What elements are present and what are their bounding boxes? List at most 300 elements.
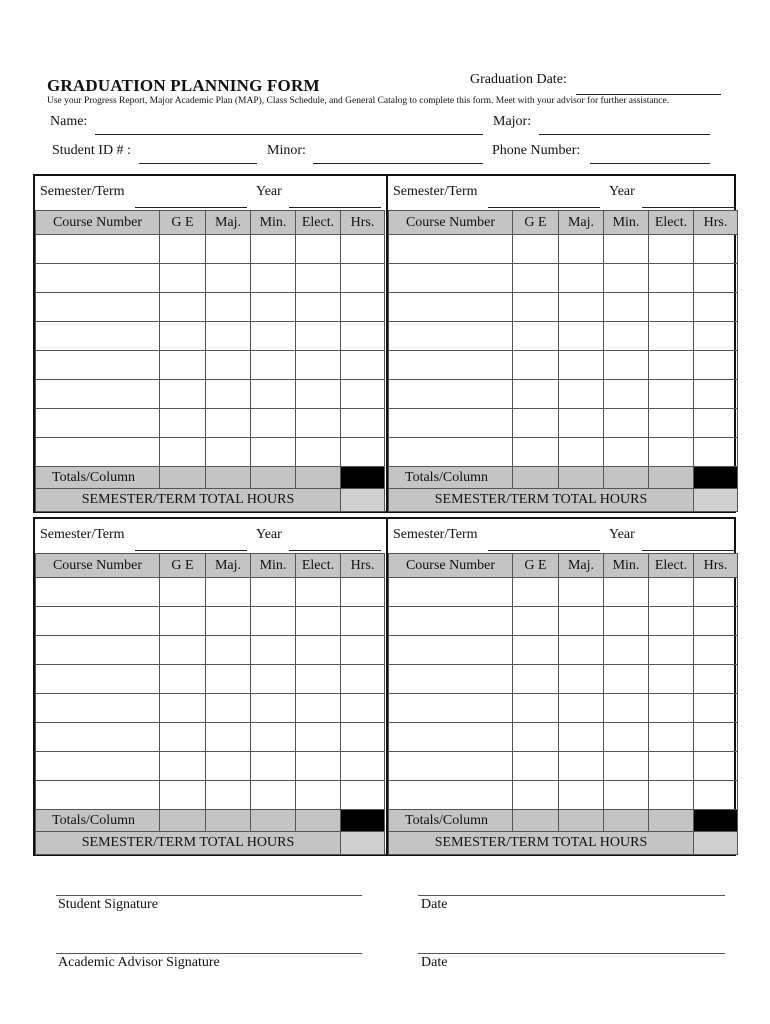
semester-total-row bbox=[36, 489, 385, 512]
course-cell[interactable] bbox=[513, 694, 559, 723]
column-header: Elect. bbox=[649, 554, 694, 578]
course-cell[interactable] bbox=[36, 665, 160, 694]
semester-header bbox=[35, 519, 386, 553]
course-cell[interactable] bbox=[389, 409, 513, 438]
totals-label: Totals/Column bbox=[389, 810, 513, 832]
course-cell[interactable] bbox=[296, 636, 341, 665]
totals-cell[interactable] bbox=[513, 467, 559, 489]
course-cell[interactable] bbox=[251, 578, 296, 607]
course-cell[interactable] bbox=[296, 578, 341, 607]
course-cell[interactable] bbox=[559, 723, 604, 752]
course-cell[interactable] bbox=[649, 293, 694, 322]
advisor-signature-line[interactable] bbox=[56, 953, 362, 954]
course-row bbox=[389, 438, 738, 467]
course-cell[interactable] bbox=[389, 380, 513, 409]
year-field[interactable] bbox=[642, 550, 734, 551]
totals-cell[interactable] bbox=[604, 467, 649, 489]
course-cell[interactable] bbox=[36, 752, 160, 781]
graduation-date-field[interactable] bbox=[576, 94, 721, 95]
course-cell[interactable] bbox=[513, 235, 559, 264]
course-cell[interactable] bbox=[649, 723, 694, 752]
course-cell[interactable] bbox=[36, 322, 160, 351]
course-cell[interactable] bbox=[341, 607, 385, 636]
course-cell[interactable] bbox=[251, 351, 296, 380]
course-cell[interactable] bbox=[160, 380, 206, 409]
course-cell[interactable] bbox=[513, 380, 559, 409]
course-cell[interactable] bbox=[296, 351, 341, 380]
totals-cell[interactable] bbox=[513, 810, 559, 832]
course-cell[interactable] bbox=[160, 694, 206, 723]
column-header: G E bbox=[513, 554, 559, 578]
course-cell[interactable] bbox=[559, 322, 604, 351]
column-header: G E bbox=[160, 211, 206, 235]
course-row bbox=[36, 264, 385, 293]
course-cell[interactable] bbox=[604, 293, 649, 322]
totals-cell[interactable] bbox=[649, 467, 694, 489]
column-header: Maj. bbox=[559, 211, 604, 235]
course-row bbox=[389, 636, 738, 665]
course-cell[interactable] bbox=[251, 636, 296, 665]
course-cell[interactable] bbox=[559, 235, 604, 264]
course-cell[interactable] bbox=[251, 380, 296, 409]
course-cell[interactable] bbox=[296, 723, 341, 752]
course-cell[interactable] bbox=[206, 322, 251, 351]
course-cell[interactable] bbox=[649, 694, 694, 723]
course-cell[interactable] bbox=[649, 438, 694, 467]
course-cell[interactable] bbox=[341, 694, 385, 723]
course-cell[interactable] bbox=[206, 723, 251, 752]
semester-term-label: Semester/Term bbox=[40, 184, 125, 199]
course-cell[interactable] bbox=[604, 351, 649, 380]
course-cell[interactable] bbox=[389, 293, 513, 322]
course-row bbox=[36, 235, 385, 264]
course-cell[interactable] bbox=[559, 636, 604, 665]
course-row bbox=[36, 694, 385, 723]
year-field[interactable] bbox=[289, 207, 381, 208]
term-panel-3 bbox=[35, 519, 386, 854]
semester-term-field[interactable] bbox=[488, 550, 600, 551]
course-cell[interactable] bbox=[160, 781, 206, 810]
course-cell[interactable] bbox=[160, 578, 206, 607]
course-cell[interactable] bbox=[389, 607, 513, 636]
course-cell[interactable] bbox=[296, 409, 341, 438]
year-label: Year bbox=[256, 527, 282, 542]
course-cell[interactable] bbox=[36, 351, 160, 380]
course-cell[interactable] bbox=[513, 351, 559, 380]
course-cell[interactable] bbox=[694, 322, 738, 351]
course-cell[interactable] bbox=[513, 781, 559, 810]
course-cell[interactable] bbox=[341, 380, 385, 409]
course-cell[interactable] bbox=[389, 322, 513, 351]
phone-field[interactable] bbox=[590, 163, 710, 164]
course-cell[interactable] bbox=[649, 380, 694, 409]
course-cell[interactable] bbox=[604, 752, 649, 781]
course-cell[interactable] bbox=[604, 665, 649, 694]
course-cell[interactable] bbox=[251, 781, 296, 810]
column-header: Hrs. bbox=[694, 554, 738, 578]
course-cell[interactable] bbox=[36, 264, 160, 293]
course-cell[interactable] bbox=[251, 607, 296, 636]
advisor-signature-date-line[interactable] bbox=[418, 953, 725, 954]
column-header-row bbox=[389, 554, 738, 578]
course-cell[interactable] bbox=[694, 438, 738, 467]
semester-term-field[interactable] bbox=[135, 207, 247, 208]
course-cell[interactable] bbox=[251, 694, 296, 723]
column-header: Course Number bbox=[36, 554, 160, 578]
course-cell[interactable] bbox=[604, 380, 649, 409]
course-cell[interactable] bbox=[694, 409, 738, 438]
course-cell[interactable] bbox=[296, 694, 341, 723]
course-cell[interactable] bbox=[341, 665, 385, 694]
course-cell[interactable] bbox=[160, 235, 206, 264]
column-header: Hrs. bbox=[341, 554, 385, 578]
course-cell[interactable] bbox=[389, 781, 513, 810]
course-cell[interactable] bbox=[206, 380, 251, 409]
course-cell[interactable] bbox=[649, 752, 694, 781]
course-row bbox=[389, 578, 738, 607]
totals-cell[interactable] bbox=[649, 810, 694, 832]
course-cell[interactable] bbox=[559, 781, 604, 810]
term-block-2 bbox=[33, 517, 736, 856]
course-cell[interactable] bbox=[36, 723, 160, 752]
course-cell[interactable] bbox=[694, 351, 738, 380]
student-signature-date-line[interactable] bbox=[418, 895, 725, 896]
course-cell[interactable] bbox=[251, 409, 296, 438]
course-cell[interactable] bbox=[513, 322, 559, 351]
course-cell[interactable] bbox=[160, 293, 206, 322]
course-cell[interactable] bbox=[694, 636, 738, 665]
semester-total-label: SEMESTER/TERM TOTAL HOURS bbox=[389, 832, 694, 855]
course-cell[interactable] bbox=[604, 636, 649, 665]
course-cell[interactable] bbox=[559, 409, 604, 438]
course-table bbox=[388, 553, 738, 855]
course-cell[interactable] bbox=[694, 607, 738, 636]
course-row bbox=[389, 351, 738, 380]
course-cell[interactable] bbox=[251, 438, 296, 467]
totals-blackout-cell bbox=[341, 467, 385, 489]
course-cell[interactable] bbox=[206, 665, 251, 694]
course-cell[interactable] bbox=[513, 264, 559, 293]
course-cell[interactable] bbox=[36, 607, 160, 636]
course-row bbox=[389, 781, 738, 810]
course-cell[interactable] bbox=[341, 723, 385, 752]
course-cell[interactable] bbox=[559, 351, 604, 380]
course-cell[interactable] bbox=[251, 665, 296, 694]
course-cell[interactable] bbox=[296, 438, 341, 467]
graduation-date-label: Graduation Date: bbox=[470, 72, 567, 87]
totals-cell[interactable] bbox=[296, 467, 341, 489]
course-cell[interactable] bbox=[604, 781, 649, 810]
course-cell[interactable] bbox=[206, 235, 251, 264]
student-signature-date-label: Date bbox=[421, 897, 448, 912]
course-cell[interactable] bbox=[160, 723, 206, 752]
course-cell[interactable] bbox=[206, 351, 251, 380]
column-header: Elect. bbox=[296, 211, 341, 235]
course-cell[interactable] bbox=[206, 264, 251, 293]
course-cell[interactable] bbox=[389, 235, 513, 264]
column-header: G E bbox=[513, 211, 559, 235]
course-cell[interactable] bbox=[206, 607, 251, 636]
course-row bbox=[36, 293, 385, 322]
course-cell[interactable] bbox=[513, 723, 559, 752]
course-cell[interactable] bbox=[389, 578, 513, 607]
course-cell[interactable] bbox=[694, 578, 738, 607]
course-cell[interactable] bbox=[296, 293, 341, 322]
course-cell[interactable] bbox=[341, 293, 385, 322]
course-cell[interactable] bbox=[206, 752, 251, 781]
year-label: Year bbox=[609, 527, 635, 542]
course-cell[interactable] bbox=[649, 578, 694, 607]
semester-total-hours-cell[interactable] bbox=[694, 832, 738, 855]
totals-row bbox=[389, 467, 738, 489]
course-cell[interactable] bbox=[649, 781, 694, 810]
course-cell[interactable] bbox=[604, 438, 649, 467]
course-row bbox=[389, 235, 738, 264]
totals-label: Totals/Column bbox=[36, 810, 160, 832]
course-cell[interactable] bbox=[296, 264, 341, 293]
minor-field[interactable] bbox=[313, 163, 483, 164]
course-cell[interactable] bbox=[604, 723, 649, 752]
course-cell[interactable] bbox=[341, 351, 385, 380]
course-cell[interactable] bbox=[251, 293, 296, 322]
course-cell[interactable] bbox=[160, 409, 206, 438]
totals-cell[interactable] bbox=[206, 467, 251, 489]
course-row bbox=[389, 752, 738, 781]
course-cell[interactable] bbox=[604, 694, 649, 723]
course-cell[interactable] bbox=[559, 694, 604, 723]
course-cell[interactable] bbox=[251, 322, 296, 351]
course-cell[interactable] bbox=[36, 578, 160, 607]
totals-cell[interactable] bbox=[604, 810, 649, 832]
semester-total-hours-cell[interactable] bbox=[341, 489, 385, 512]
totals-cell[interactable] bbox=[559, 467, 604, 489]
course-cell[interactable] bbox=[251, 264, 296, 293]
course-cell[interactable] bbox=[36, 694, 160, 723]
course-cell[interactable] bbox=[206, 636, 251, 665]
course-cell[interactable] bbox=[36, 380, 160, 409]
course-cell[interactable] bbox=[649, 409, 694, 438]
course-cell[interactable] bbox=[649, 351, 694, 380]
course-cell[interactable] bbox=[296, 752, 341, 781]
course-cell[interactable] bbox=[206, 694, 251, 723]
course-row bbox=[389, 322, 738, 351]
semester-term-field[interactable] bbox=[135, 550, 247, 551]
form-title: GRADUATION PLANNING FORM bbox=[47, 76, 320, 95]
course-cell[interactable] bbox=[513, 607, 559, 636]
course-row bbox=[36, 578, 385, 607]
course-cell[interactable] bbox=[296, 235, 341, 264]
course-cell[interactable] bbox=[341, 264, 385, 293]
course-cell[interactable] bbox=[389, 438, 513, 467]
course-cell[interactable] bbox=[206, 578, 251, 607]
course-cell[interactable] bbox=[160, 607, 206, 636]
course-cell[interactable] bbox=[206, 293, 251, 322]
course-cell[interactable] bbox=[559, 607, 604, 636]
course-cell[interactable] bbox=[341, 752, 385, 781]
course-cell[interactable] bbox=[206, 438, 251, 467]
totals-cell[interactable] bbox=[160, 810, 206, 832]
semester-total-hours-cell[interactable] bbox=[694, 489, 738, 512]
student-signature-line[interactable] bbox=[56, 895, 362, 896]
totals-cell[interactable] bbox=[559, 810, 604, 832]
course-row bbox=[389, 694, 738, 723]
course-cell[interactable] bbox=[160, 438, 206, 467]
course-cell[interactable] bbox=[389, 636, 513, 665]
course-cell[interactable] bbox=[649, 665, 694, 694]
course-cell[interactable] bbox=[160, 665, 206, 694]
course-cell[interactable] bbox=[694, 665, 738, 694]
course-cell[interactable] bbox=[296, 322, 341, 351]
course-cell[interactable] bbox=[296, 781, 341, 810]
totals-cell[interactable] bbox=[206, 810, 251, 832]
course-cell[interactable] bbox=[251, 723, 296, 752]
course-row bbox=[36, 781, 385, 810]
course-cell[interactable] bbox=[513, 438, 559, 467]
year-field[interactable] bbox=[289, 550, 381, 551]
year-field[interactable] bbox=[642, 207, 734, 208]
course-cell[interactable] bbox=[160, 322, 206, 351]
course-cell[interactable] bbox=[160, 264, 206, 293]
course-cell[interactable] bbox=[649, 235, 694, 264]
course-cell[interactable] bbox=[251, 752, 296, 781]
course-cell[interactable] bbox=[604, 607, 649, 636]
course-cell[interactable] bbox=[694, 380, 738, 409]
course-cell[interactable] bbox=[604, 578, 649, 607]
major-label: Major: bbox=[493, 114, 532, 129]
course-cell[interactable] bbox=[694, 781, 738, 810]
totals-cell[interactable] bbox=[296, 810, 341, 832]
course-cell[interactable] bbox=[649, 264, 694, 293]
course-cell[interactable] bbox=[694, 293, 738, 322]
totals-row bbox=[36, 467, 385, 489]
course-cell[interactable] bbox=[36, 293, 160, 322]
name-field[interactable] bbox=[95, 134, 483, 135]
semester-term-field[interactable] bbox=[488, 207, 600, 208]
term-panel-2 bbox=[386, 176, 736, 511]
column-header: Course Number bbox=[36, 211, 160, 235]
semester-header bbox=[388, 176, 736, 210]
course-row bbox=[36, 351, 385, 380]
course-cell[interactable] bbox=[36, 438, 160, 467]
term-panel-4 bbox=[386, 519, 736, 854]
course-cell[interactable] bbox=[296, 665, 341, 694]
year-label: Year bbox=[256, 184, 282, 199]
semester-term-label: Semester/Term bbox=[40, 527, 125, 542]
course-cell[interactable] bbox=[649, 607, 694, 636]
course-cell[interactable] bbox=[694, 235, 738, 264]
course-cell[interactable] bbox=[389, 264, 513, 293]
course-cell[interactable] bbox=[296, 607, 341, 636]
course-cell[interactable] bbox=[36, 235, 160, 264]
column-header: G E bbox=[160, 554, 206, 578]
course-cell[interactable] bbox=[559, 438, 604, 467]
course-cell[interactable] bbox=[694, 723, 738, 752]
course-cell[interactable] bbox=[36, 409, 160, 438]
course-cell[interactable] bbox=[694, 694, 738, 723]
minor-label: Minor: bbox=[267, 143, 306, 158]
course-row bbox=[36, 438, 385, 467]
course-cell[interactable] bbox=[649, 322, 694, 351]
advisor-signature-date-label: Date bbox=[421, 955, 448, 970]
student-id-label: Student ID # : bbox=[52, 143, 131, 158]
semester-term-label: Semester/Term bbox=[393, 527, 478, 542]
course-cell[interactable] bbox=[559, 665, 604, 694]
course-row bbox=[389, 665, 738, 694]
course-cell[interactable] bbox=[341, 235, 385, 264]
semester-total-hours-cell[interactable] bbox=[341, 832, 385, 855]
course-cell[interactable] bbox=[694, 752, 738, 781]
course-cell[interactable] bbox=[389, 694, 513, 723]
term-panel-1 bbox=[35, 176, 386, 511]
totals-label: Totals/Column bbox=[389, 467, 513, 489]
course-cell[interactable] bbox=[389, 351, 513, 380]
course-cell[interactable] bbox=[604, 235, 649, 264]
column-header: Maj. bbox=[559, 554, 604, 578]
course-cell[interactable] bbox=[513, 409, 559, 438]
course-cell[interactable] bbox=[649, 636, 694, 665]
course-cell[interactable] bbox=[559, 380, 604, 409]
course-row bbox=[389, 293, 738, 322]
course-cell[interactable] bbox=[513, 578, 559, 607]
course-cell[interactable] bbox=[341, 409, 385, 438]
course-cell[interactable] bbox=[341, 322, 385, 351]
course-cell[interactable] bbox=[559, 578, 604, 607]
course-row bbox=[36, 665, 385, 694]
column-header: Min. bbox=[604, 554, 649, 578]
course-cell[interactable] bbox=[513, 293, 559, 322]
course-cell[interactable] bbox=[513, 752, 559, 781]
course-cell[interactable] bbox=[206, 409, 251, 438]
course-cell[interactable] bbox=[341, 438, 385, 467]
column-header: Min. bbox=[604, 211, 649, 235]
totals-cell[interactable] bbox=[251, 810, 296, 832]
course-cell[interactable] bbox=[389, 723, 513, 752]
course-cell[interactable] bbox=[36, 636, 160, 665]
course-cell[interactable] bbox=[36, 781, 160, 810]
major-field[interactable] bbox=[539, 134, 710, 135]
course-row bbox=[36, 380, 385, 409]
totals-cell[interactable] bbox=[160, 467, 206, 489]
course-cell[interactable] bbox=[251, 235, 296, 264]
course-cell[interactable] bbox=[341, 636, 385, 665]
totals-cell[interactable] bbox=[251, 467, 296, 489]
course-row bbox=[36, 322, 385, 351]
course-cell[interactable] bbox=[389, 752, 513, 781]
course-cell[interactable] bbox=[694, 264, 738, 293]
course-cell[interactable] bbox=[389, 665, 513, 694]
course-cell[interactable] bbox=[296, 380, 341, 409]
course-cell[interactable] bbox=[513, 636, 559, 665]
totals-blackout-cell bbox=[341, 810, 385, 832]
student-id-field[interactable] bbox=[139, 163, 257, 164]
course-cell[interactable] bbox=[513, 665, 559, 694]
course-cell[interactable] bbox=[559, 264, 604, 293]
course-cell[interactable] bbox=[341, 578, 385, 607]
course-cell[interactable] bbox=[160, 752, 206, 781]
course-cell[interactable] bbox=[604, 409, 649, 438]
course-cell[interactable] bbox=[604, 264, 649, 293]
course-table bbox=[35, 210, 385, 512]
totals-blackout-cell bbox=[694, 810, 738, 832]
course-cell[interactable] bbox=[559, 752, 604, 781]
course-cell[interactable] bbox=[160, 351, 206, 380]
course-cell[interactable] bbox=[604, 322, 649, 351]
course-cell[interactable] bbox=[160, 636, 206, 665]
column-header-row bbox=[389, 211, 738, 235]
course-cell[interactable] bbox=[206, 781, 251, 810]
course-cell[interactable] bbox=[341, 781, 385, 810]
course-cell[interactable] bbox=[559, 293, 604, 322]
